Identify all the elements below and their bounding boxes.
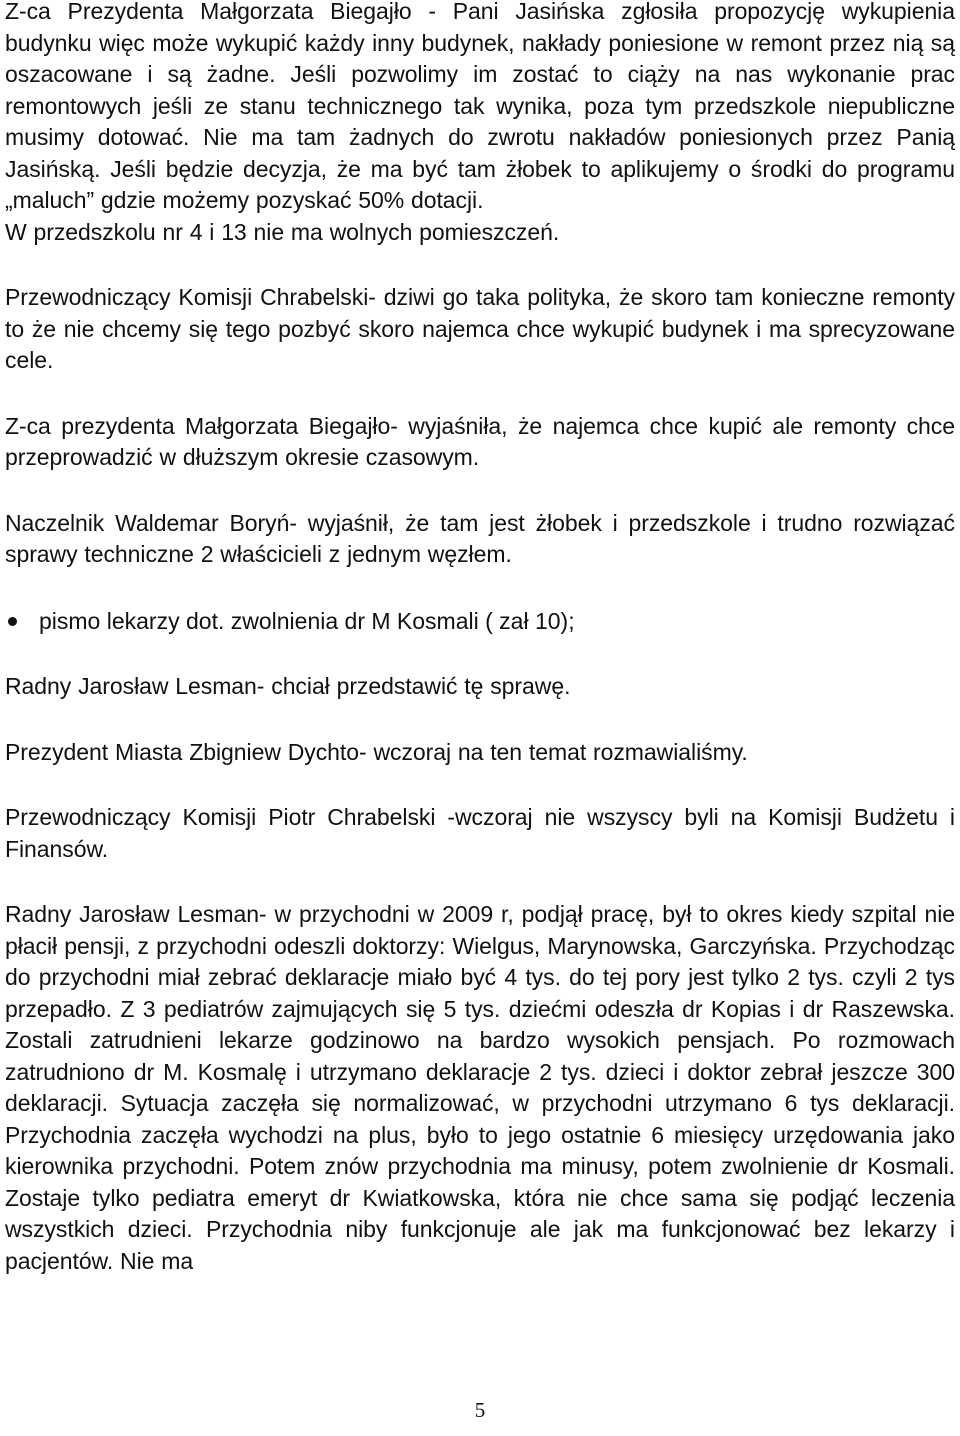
paragraph-boryn-explanation: Naczelnik Waldemar Boryń- wyjaśnił, że tam jest żłobek i przedszkole i trudno rozwiązać sprawy techniczne 2 właścicieli z jednym węzłem. [5, 509, 955, 567]
paragraph-biegajlo-explanation: Z-ca prezydenta Małgorzata Biegajło- wyjaśniła, że najemca chce kupić ale remonty chce przeprowadzić w dłuższym okresie czasowym. [5, 412, 955, 470]
paragraph-biegajlo-proposal: Z-ca Prezydenta Małgorzata Biegajło - Pani Jasińska zgłosiła propozycję wykupienia budynku więc może wykupić każdy inny budynek, nakłady poniesione w remont przez nią są oszacowane i są żadne. Jeśli pozwolimy im zostać to ciąży na nas wykonanie prac remontowych jeśli ze stanu technicznego tak wynika, poza tym przedszkole niepubliczne musimy dotować. Nie ma tam żadnych do zwrotu nakładów poniesionych przez Panią Jasińską. Jeśli będzie decyzja, że ma być tam żłobek to aplikujemy o środki do programu „maluch” gdzie możemy pozyskać 50% dotacji. [5, 0, 955, 213]
paragraph-lesman-intro: Radny Jarosław Lesman- chciał przedstawić tę sprawę. [5, 673, 571, 699]
paragraph-lesman-clinic: Radny Jarosław Lesman- w przychodni w 2009 r, podjął pracę, był to okres kiedy szpital nie płacił pensji, z przychodni odeszli doktorzy: Wielgus, Marynowska, Garczyńska. Przychodząc do przychodni miał zebrać deklaracje miało być 4 tys. do tej pory jest tylko 2 tys. czyli 2 tys przepadło. Z 3 pediatrów zajmujących się 5 tys. dziećmi odeszła dr Kopias i dr Raszewska. Zostali zatrudnieni lekarze godzinowo na bardzo wysokich pensjach. Po rozmowach zatrudniono dr M. Kosmalę i utrzymano deklaracje 2 tys. dzieci i doktor zebrał jeszcze 300 deklaracji. Sytuacja zaczęła się normalizować, w przychodni utrzymano 6 tys deklaracji. Przychodnia zaczęła wychodzi na plus, było to jego ostatnie 6 miesięcy urzędowania jako kierownika przychodni. Potem znów przychodnia ma minusy, potem zwolnienie dr Kosmali. Zostaje tylko pediatra emeryt dr Kwiatkowska, która nie chce sama się podjąć leczenia wszystkich dzieci. Przychodnia niby funkcjonuje ale jak ma funkcjonować bez lekarzy i pacjentów. Nie ma [5, 901, 955, 1274]
paragraph-dychto-comment: Prezydent Miasta Zbigniew Dychto- wczoraj na ten temat rozmawialiśmy. [5, 738, 748, 765]
paragraph-chrabelski-budget: Przewodniczący Komisji Piotr Chrabelski -wczoraj nie wszyscy byli na Komisji Budżetu i Finansów. [5, 804, 955, 862]
bullet-icon [8, 617, 17, 626]
paragraph-chrabelski-comment: Przewodniczący Komisji Chrabelski- dziwi go taka polityka, że skoro tam konieczne remonty to że nie chcemy się tego pozbyć skoro najemca chce wykupić budynek i ma sprecyzowane cele. [5, 284, 955, 373]
paragraph-przedszkole-rooms: W przedszkolu nr 4 i 13 nie ma wolnych pomieszczeń. [5, 218, 560, 245]
page-number: 5 [474, 1398, 486, 1422]
bullet-item-text: pismo lekarzy dot. zwolnienia dr M Kosmali ( zał 10); [39, 607, 575, 634]
bullet-item [5, 606, 955, 638]
document-page [5, 0, 955, 1277]
